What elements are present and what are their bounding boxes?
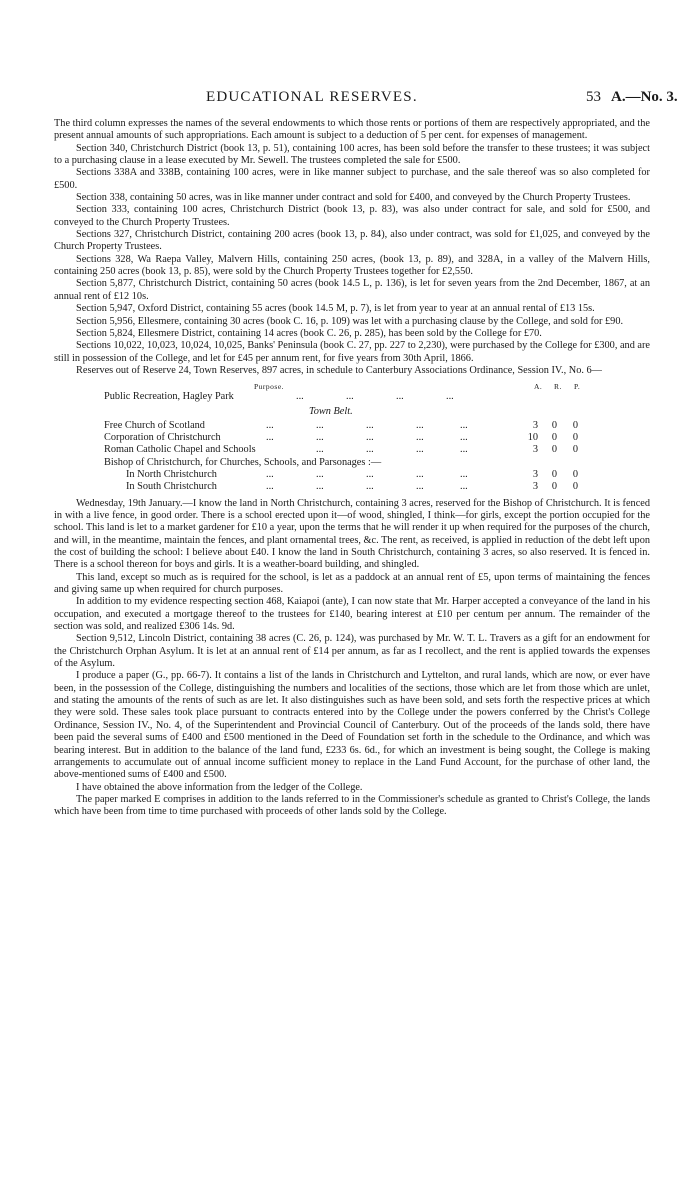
- acres-value: 10: [527, 431, 538, 443]
- paragraph: The paper marked E comprises in addition to the lands referred to in the Commissioner's schedule as granted to Christ's College, the lands which have been from time to time purchased with proceeds of other lands sold by the College.: [54, 793, 650, 818]
- acres-value: 3: [532, 468, 538, 480]
- paragraph: Section 5,947, Oxford District, containing 55 acres (book 14.5 M, p. 7), is let from year to year at an annual rental of £13 15s.: [76, 303, 595, 315]
- leader-dots: ...: [366, 444, 374, 456]
- perches-value: 0: [572, 431, 578, 443]
- leader-dots: ...: [266, 481, 274, 493]
- leader-dots: ...: [316, 444, 324, 456]
- leader-dots: ...: [366, 468, 374, 480]
- leader-dots: ...: [396, 391, 404, 403]
- acres-value: 3: [532, 481, 538, 493]
- leader-dots: ...: [266, 431, 274, 443]
- schedule-row: [54, 457, 650, 469]
- paragraph: Sections 328, Wa Raepa Valley, Malvern Hills, containing 250 acres, (book 13, p. 89), and 328A, in a valley of the Malvern Hills, containing 250 acres (book 13, p. 85), were sold by the Church Property Trustees together for £2,550.: [54, 253, 650, 278]
- row-label: Corporation of Christchurch: [104, 431, 221, 443]
- leader-dots: ...: [416, 468, 424, 480]
- row-label: Bishop of Christchurch, for Churches, Schools, and Parsonages :—: [104, 456, 382, 468]
- paragraph: Section 333, containing 100 acres, Christchurch District (book 13, p. 83), was also under contract for sale, and sold for £500, and conveyed to the Church Property Trustees.: [54, 204, 650, 228]
- paragraph: Reserves out of Reserve 24, Town Reserves, 897 acres, in schedule to Canterbury Associations Ordinance, Session IV., No. 6—: [76, 364, 602, 376]
- perches-value: 0: [572, 468, 578, 480]
- column-purpose: Purpose.: [254, 382, 285, 392]
- schedule-row: [54, 469, 650, 481]
- leader-dots: ...: [296, 391, 304, 403]
- leader-dots: ...: [346, 391, 354, 403]
- reserves-schedule: [54, 379, 650, 493]
- acres-value: 3: [532, 419, 538, 431]
- page-number: 53: [586, 89, 601, 105]
- leader-dots: ...: [460, 419, 468, 431]
- paragraph: Section 5,956, Ellesmere, containing 30 acres (book C. 16, p. 109) was let with a purchasing clause by the College, and sold for £90.: [76, 315, 624, 327]
- leader-dots: ...: [266, 468, 274, 480]
- running-title: EDUCATIONAL RESERVES.: [206, 89, 418, 105]
- paragraph: Sections 10,022, 10,023, 10,024, 10,025, Banks' Peninsula (book C. 27, pp. 227 to 2,230), were purchased by the College for £300, and are still in possession of the College, and let for £45 per annum rent, for five years from 30th April, 1866.: [54, 340, 650, 364]
- row-label: Public Recreation, Hagley Park: [104, 391, 234, 403]
- roods-value: 0: [551, 419, 557, 431]
- leader-dots: ...: [460, 481, 468, 493]
- paragraph: Sections 327, Christchurch District, containing 200 acres (book 13, p. 84), also under contract, was sold for £1,025, and conveyed by the Church Property Trustees.: [54, 229, 650, 253]
- paragraph: Section 340, Christchurch District (book 13, p. 51), containing 100 acres, has been sold before the transfer to these trustees; it was subject to a purchasing clause in a lease executed by Mr. Sewell. The trustees completed the sale for £500.: [54, 142, 650, 167]
- column-perches: P.: [574, 382, 581, 392]
- perches-value: 0: [572, 419, 578, 431]
- leader-dots: ...: [366, 431, 374, 443]
- row-label: Free Church of Scotland: [104, 419, 205, 431]
- perches-value: 0: [572, 481, 578, 493]
- column-roods: R.: [554, 382, 562, 392]
- leader-dots: ...: [366, 481, 374, 493]
- schedule-column-headers: [54, 379, 650, 391]
- paragraph: Sections 338A and 338B, containing 100 acres, were in like manner subject to purchase, and the sale thereof was so also completed for £500.: [54, 167, 650, 191]
- row-label: In South Christchurch: [126, 481, 217, 493]
- paragraph: Section 5,824, Ellesmere District, containing 14 acres (book C. 26, p. 285), has been sold by the College for £70.: [76, 327, 542, 339]
- paragraph: Section 9,512, Lincoln District, containing 38 acres (C. 26, p. 124), was purchased by Mr. W. T. L. Travers as a gift for an endowment for the Christchurch Orphan Asylum. It is let at an annual rent of £14 per annum, as far as I recollect, and the rent is applied towards the expenses of the Asylum.: [54, 633, 650, 670]
- schedule-row: [54, 481, 650, 493]
- perches-value: 0: [572, 444, 578, 456]
- paragraph: Section 338, containing 50 acres, was in like manner under contract and sold for £400, and conveyed by the Church Property Trustees.: [76, 192, 631, 204]
- leader-dots: ...: [460, 444, 468, 456]
- leader-dots: ...: [416, 444, 424, 456]
- row-label: Roman Catholic Chapel and Schools: [104, 444, 256, 456]
- roods-value: 0: [551, 468, 557, 480]
- paragraph: In addition to my evidence respecting section 468, Kaiapoi (ante), I can now state that Mr. Harper accepted a conveyance of the land in his occupation, and executed a mortgage thereof to the trustees for £140, bearing interest at £10 per centum per annum. The remainder of the section was sold, and realized £306 14s. 9d.: [54, 596, 650, 633]
- paragraph: Wednesday, 19th January.—I know the land in North Christchurch, containing 3 acres, reserved for the Bishop of Christchurch. It is fenced in with a live fence, in good order. There is a school erected upon it—of wood, shingled, I think—for girls, except the portion occupied for the school. This land is let to a market gardener for £10 a year, upon the terms that he will render it up when required for the purposes of the church, and will, in the meantime, maintain the fences, and plant ornamental trees, &c. The rent, as received, is applied in reduction of the debt left upon the cost of building the school: I believe about £40. I know the land in South Christchurch, containing 3 acres, so also reserved. It is fenced in. There is a school thereon for boys and girls. It is a weather-board building, and shingled.: [54, 497, 650, 571]
- document-reference: A.—No. 3.: [611, 89, 678, 105]
- leader-dots: ...: [316, 468, 324, 480]
- column-acres: A.: [534, 382, 543, 392]
- leader-dots: ...: [316, 419, 324, 431]
- schedule-subheading: [54, 404, 650, 420]
- schedule-row: [54, 420, 650, 432]
- leader-dots: ...: [266, 419, 274, 431]
- acres-value: 3: [532, 444, 538, 456]
- paragraph: Section 5,877, Christchurch District, containing 50 acres (book 14.5 L, p. 136), is let for seven years from the 2nd December, 1867, at an annual rent of £12 10s.: [54, 278, 650, 302]
- paragraph: The third column expresses the names of the several endowments to which those rents or portions of them are respectively appropriated, and the present annual amounts of such appropriations. Each amount is subject to a deduction of 5 per cent. for expenses of management.: [54, 118, 650, 142]
- leader-dots: ...: [366, 419, 374, 431]
- leader-dots: ...: [460, 468, 468, 480]
- leader-dots: ...: [316, 481, 324, 493]
- schedule-row: [54, 432, 650, 444]
- leader-dots: ...: [316, 431, 324, 443]
- leader-dots: ...: [416, 481, 424, 493]
- roods-value: 0: [551, 444, 557, 456]
- schedule-row: [54, 391, 650, 403]
- subheading-text: Town Belt.: [309, 405, 353, 417]
- paragraph: This land, except so much as is required for the school, is let as a paddock at an annual rent of £5, upon terms of maintaining the fences and giving same up when required for church purposes.: [54, 571, 650, 596]
- leader-dots: ...: [460, 431, 468, 443]
- roods-value: 0: [551, 481, 557, 493]
- roods-value: 0: [551, 431, 557, 443]
- row-label: In North Christchurch: [126, 468, 217, 480]
- leader-dots: ...: [416, 419, 424, 431]
- schedule-row: [54, 444, 650, 456]
- leader-dots: ...: [416, 431, 424, 443]
- page-body: [54, 118, 650, 819]
- leader-dots: ...: [446, 391, 454, 403]
- paragraph: I produce a paper (G., pp. 66-7). It contains a list of the lands in Christchurch and Lyttelton, and rural lands, which are now, or ever have been, in the possession of the College, distinguishing the numbers and localities of the sections, those which are let from those which are unlet, and stating the amounts of the rents of such as are let. It also distinguishes such as have been sold, and sets forth the respective prices at which they were sold. These sales took place pursuant to contracts entered into by the College under the powers conferred by the Christ's College Ordinance, Session IV., No. 4, of the Superintendent and Provincial Council of Canterbury. Out of the proceeds of the lands sold, there have been paid the several sums of £400 and £500 mentioned in the Deed of Foundation set forth in the schedule to the Ordinance, and which was bearing interest. But in addition to the balance of the land fund, £233 6s. 6d., for which an investment is being sought, the College is making arrangements to accumulate out of annual income sufficient money to replace in the Land Fund Account, for the purchase of other land, the above-mentioned sums of £400 and £500.: [54, 670, 650, 781]
- page-header: [106, 88, 678, 110]
- paragraph: I have obtained the above information from the ledger of the College.: [76, 781, 363, 793]
